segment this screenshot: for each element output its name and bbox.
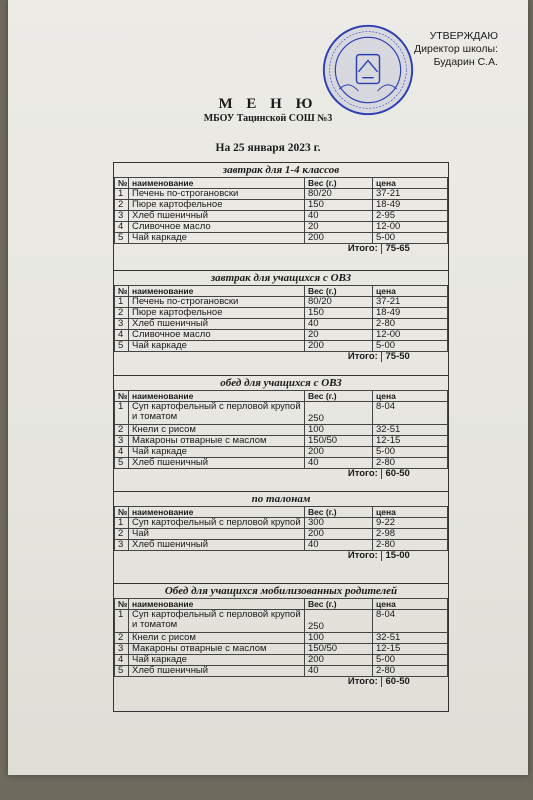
- section-title: Обед для учащихся мобилизованных родителей: [114, 583, 448, 598]
- menu-table: [114, 598, 448, 687]
- total-label: Итого:: [347, 550, 378, 561]
- header-num: №: [115, 178, 129, 189]
- row-weight: 40: [305, 540, 373, 551]
- row-num: 5: [115, 233, 129, 244]
- row-price: 12-00: [373, 222, 448, 233]
- row-num: 5: [115, 666, 129, 677]
- header-price: цена: [373, 286, 448, 297]
- row-weight: 200: [305, 529, 373, 540]
- row-name: [129, 540, 305, 551]
- row-name-line-1: Хлеб пшеничный: [132, 318, 209, 329]
- section-title: обед для учащихся с ОВЗ: [114, 375, 448, 390]
- row-num: 2: [115, 308, 129, 319]
- total-value: 60-50: [381, 677, 442, 687]
- section-title: завтрак для 1-4 классов: [222, 164, 340, 176]
- row-name-line-1: Печень по-строгановски: [132, 188, 239, 199]
- row-price: 12-15: [373, 644, 448, 655]
- total-cell: [115, 469, 448, 480]
- row-price: 8-04: [373, 402, 448, 425]
- row-num: 3: [115, 644, 129, 655]
- row-name: [129, 319, 305, 330]
- header-weight: Вес (г.): [305, 507, 373, 518]
- table-row: [115, 458, 448, 469]
- row-name-line-1: Чай каркаде: [132, 654, 187, 665]
- row-name-line-2: и томатом: [132, 411, 178, 422]
- row-price: 37-21: [373, 189, 448, 200]
- row-price: 12-00: [373, 330, 448, 341]
- row-weight: 80/20: [305, 297, 373, 308]
- row-price: 18-49: [373, 200, 448, 211]
- row-num: 2: [115, 529, 129, 540]
- row-name: [129, 211, 305, 222]
- row-weight: 100: [305, 425, 373, 436]
- row-num: 2: [115, 633, 129, 644]
- row-num: 1: [115, 297, 129, 308]
- table-header-row: [115, 178, 448, 189]
- row-num: 3: [115, 436, 129, 447]
- approval-line-2: Директор школы:: [414, 43, 498, 55]
- row-name: [129, 633, 305, 644]
- row-name-line-1: Кнели с рисом: [132, 632, 196, 643]
- total-cell: [115, 352, 448, 363]
- menu-table: [114, 390, 448, 479]
- row-weight: 40: [305, 211, 373, 222]
- header-num: №: [115, 599, 129, 610]
- row-weight: 150/50: [305, 644, 373, 655]
- row-name-line-1: Чай каркаде: [132, 340, 187, 351]
- total-cell: [115, 244, 448, 255]
- row-name-line-1: Печень по-строгановски: [132, 296, 239, 307]
- row-weight: 20: [305, 330, 373, 341]
- table-row: [115, 222, 448, 233]
- header-weight: Вес (г.): [305, 286, 373, 297]
- row-num: 2: [115, 200, 129, 211]
- row-weight: 150: [305, 200, 373, 211]
- row-price: 5-00: [373, 341, 448, 352]
- row-weight: 40: [305, 666, 373, 677]
- total-cell: [115, 551, 448, 562]
- row-weight: 250: [305, 402, 373, 425]
- total-label: Итого:: [347, 468, 378, 479]
- row-name: [129, 529, 305, 540]
- table-row: [115, 610, 448, 633]
- row-name-line-2: и томатом: [132, 619, 178, 630]
- row-price: 5-00: [373, 233, 448, 244]
- row-name: [129, 297, 305, 308]
- menu-date: На 25 января 2023 г.: [215, 142, 321, 154]
- row-price: 32-51: [373, 425, 448, 436]
- total-label: Итого:: [347, 243, 378, 254]
- row-num: 1: [115, 610, 129, 633]
- table-header-row: [115, 599, 448, 610]
- row-name: [129, 458, 305, 469]
- row-num: 3: [115, 540, 129, 551]
- table-row: [115, 211, 448, 222]
- row-name-line-1: Сливочное масло: [132, 329, 211, 340]
- table-header-row: [115, 391, 448, 402]
- row-name: [129, 447, 305, 458]
- table-row: [115, 341, 448, 352]
- approval-line-1: УТВЕРЖДАЮ: [429, 30, 498, 42]
- row-name: [129, 666, 305, 677]
- menu-table: [114, 285, 448, 362]
- row-name-line-1: Чай каркаде: [132, 232, 187, 243]
- row-name-line-1: Сливочное масло: [132, 221, 211, 232]
- row-num: 2: [115, 425, 129, 436]
- table-row: [115, 330, 448, 341]
- row-name-line-1: Кнели с рисом: [132, 424, 196, 435]
- row-name-line-1: Хлеб пшеничный: [132, 210, 209, 221]
- row-name-line-1: Хлеб пшеничный: [132, 539, 209, 550]
- row-name: [129, 308, 305, 319]
- row-weight: 40: [305, 319, 373, 330]
- header-num: №: [115, 286, 129, 297]
- header-name: наименование: [129, 391, 305, 402]
- row-price: 37-21: [373, 297, 448, 308]
- menu-section-3: [114, 375, 448, 479]
- row-weight: 20: [305, 222, 373, 233]
- row-name: [129, 518, 305, 529]
- school-name: МБОУ Тацинской СОШ №3: [203, 113, 333, 124]
- page-title: М Е Н Ю: [218, 96, 318, 112]
- header-weight: Вес (г.): [305, 391, 373, 402]
- header-name: наименование: [129, 178, 305, 189]
- row-num: 1: [115, 518, 129, 529]
- menu-section-5: [114, 583, 448, 687]
- total-row: [115, 352, 448, 363]
- row-weight: 300: [305, 518, 373, 529]
- row-name: [129, 436, 305, 447]
- menu-sheet: [8, 0, 528, 775]
- row-name-line-1: Макароны отварные с маслом: [132, 643, 267, 654]
- row-name-line-1: Суп картофельный с перловой крупой: [132, 609, 301, 620]
- row-name: [129, 644, 305, 655]
- row-name: [129, 610, 305, 633]
- menu-table-frame: [113, 162, 449, 712]
- table-row: [115, 529, 448, 540]
- total-value: 60-50: [381, 469, 442, 479]
- row-price: 2-80: [373, 458, 448, 469]
- table-row: [115, 425, 448, 436]
- row-name-line-1: Суп картофельный с перловой крупой: [132, 517, 301, 528]
- row-name-line-1: Чай: [132, 528, 149, 539]
- row-weight: 200: [305, 447, 373, 458]
- table-row: [115, 633, 448, 644]
- table-row: [115, 297, 448, 308]
- row-num: 3: [115, 319, 129, 330]
- section-title: завтрак для учащихся с ОВЗ: [114, 270, 448, 285]
- row-name-line-1: Пюре картофельное: [132, 199, 223, 210]
- row-price: 5-00: [373, 447, 448, 458]
- row-name: [129, 330, 305, 341]
- header-name: наименование: [129, 599, 305, 610]
- row-name-line-1: Суп картофельный с перловой крупой: [132, 401, 301, 412]
- total-label: Итого:: [347, 351, 378, 362]
- approval-line-3: Бударин С.А.: [433, 56, 498, 68]
- row-weight: 150: [305, 308, 373, 319]
- header-num: №: [115, 391, 129, 402]
- row-name: [129, 189, 305, 200]
- table-row: [115, 666, 448, 677]
- table-row: [115, 402, 448, 425]
- table-row: [115, 655, 448, 666]
- row-name: [129, 222, 305, 233]
- row-price: 32-51: [373, 633, 448, 644]
- table-row: [115, 540, 448, 551]
- row-num: 4: [115, 447, 129, 458]
- row-price: 9-22: [373, 518, 448, 529]
- table-row: [115, 233, 448, 244]
- header-num: №: [115, 507, 129, 518]
- menu-table: [114, 506, 448, 561]
- row-weight: 80/20: [305, 189, 373, 200]
- total-value: 75-65: [381, 244, 442, 254]
- table-row: [115, 308, 448, 319]
- row-name-line-1: Макароны отварные с маслом: [132, 435, 267, 446]
- row-num: 5: [115, 458, 129, 469]
- row-name-line-1: Хлеб пшеничный: [132, 665, 209, 676]
- row-price: 2-80: [373, 540, 448, 551]
- row-price: 2-95: [373, 211, 448, 222]
- table-header-row: [115, 507, 448, 518]
- header-price: цена: [373, 507, 448, 518]
- menu-table: [114, 177, 448, 254]
- table-row: [115, 644, 448, 655]
- row-weight: 200: [305, 655, 373, 666]
- total-value: 75-50: [381, 352, 442, 362]
- total-cell: [115, 677, 448, 688]
- row-name: [129, 200, 305, 211]
- row-price: 8-04: [373, 610, 448, 633]
- total-label: Итого:: [347, 676, 378, 687]
- row-price: 2-98: [373, 529, 448, 540]
- total-row: [115, 244, 448, 255]
- row-name-line-1: Хлеб пшеничный: [132, 457, 209, 468]
- table-row: [115, 436, 448, 447]
- header-name: наименование: [129, 507, 305, 518]
- table-row: [115, 447, 448, 458]
- row-price: 2-80: [373, 666, 448, 677]
- table-row: [115, 200, 448, 211]
- row-num: 4: [115, 330, 129, 341]
- row-price: 18-49: [373, 308, 448, 319]
- header-price: цена: [373, 178, 448, 189]
- section-title: по талонам: [114, 491, 448, 506]
- row-num: 4: [115, 222, 129, 233]
- row-num: 1: [115, 402, 129, 425]
- header-weight: Вес (г.): [305, 178, 373, 189]
- row-num: 5: [115, 341, 129, 352]
- header-price: цена: [373, 599, 448, 610]
- table-row: [115, 319, 448, 330]
- table-row: [115, 518, 448, 529]
- row-name: [129, 655, 305, 666]
- row-name: [129, 425, 305, 436]
- table-header-row: [115, 286, 448, 297]
- total-row: [115, 677, 448, 688]
- approval-block: [414, 30, 498, 69]
- row-price: 12-15: [373, 436, 448, 447]
- row-num: 3: [115, 211, 129, 222]
- header-price: цена: [373, 391, 448, 402]
- row-weight: 200: [305, 233, 373, 244]
- table-row: [115, 189, 448, 200]
- row-price: 2-80: [373, 319, 448, 330]
- row-weight: 250: [305, 610, 373, 633]
- menu-section-1: [114, 163, 448, 254]
- total-value: 15-00: [381, 551, 442, 561]
- row-name-line-1: Пюре картофельное: [132, 307, 223, 318]
- row-name: [129, 341, 305, 352]
- row-name-line-1: Чай каркаде: [132, 446, 187, 457]
- total-row: [115, 551, 448, 562]
- row-name: [129, 402, 305, 425]
- header-name: наименование: [129, 286, 305, 297]
- row-weight: 150/50: [305, 436, 373, 447]
- row-num: 4: [115, 655, 129, 666]
- menu-section-4: [114, 491, 448, 561]
- header-weight: Вес (г.): [305, 599, 373, 610]
- total-row: [115, 469, 448, 480]
- menu-section-2: [114, 270, 448, 362]
- row-weight: 100: [305, 633, 373, 644]
- row-weight: 40: [305, 458, 373, 469]
- row-name: [129, 233, 305, 244]
- row-weight: 200: [305, 341, 373, 352]
- row-num: 1: [115, 189, 129, 200]
- row-price: 5-00: [373, 655, 448, 666]
